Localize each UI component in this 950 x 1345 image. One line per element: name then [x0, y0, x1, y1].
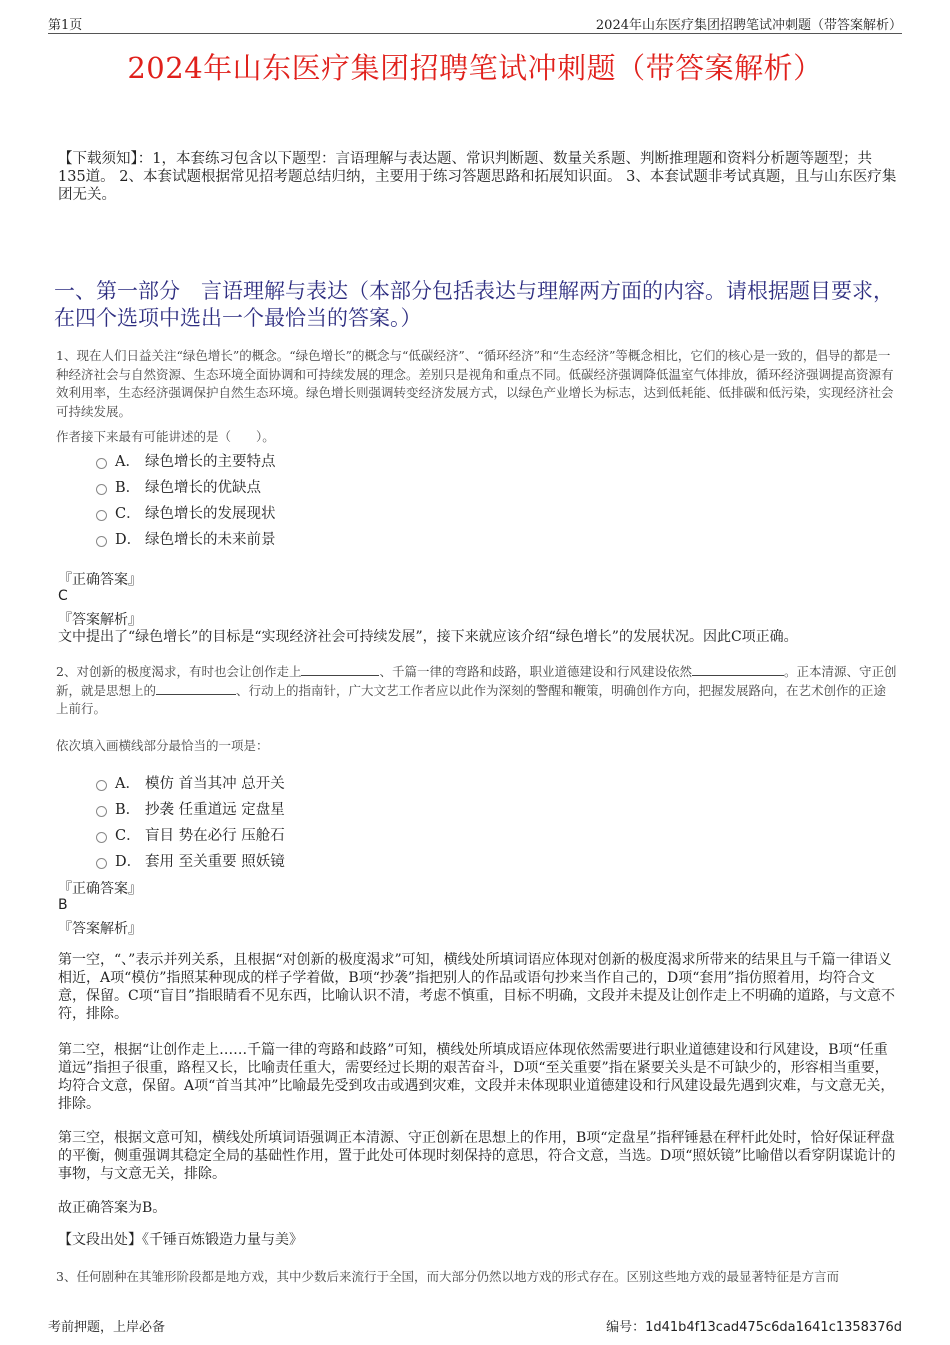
q1-option-d[interactable] — [96, 528, 276, 549]
radio-icon[interactable] — [96, 858, 107, 869]
question-2-stem — [56, 663, 898, 719]
option-letter: C． — [115, 828, 141, 844]
q1-answer: C — [58, 588, 68, 604]
header-divider — [48, 33, 902, 34]
stem-text: 2、对创新的极度渴求，有时也会让创作走上 — [56, 664, 302, 679]
option-letter: C． — [115, 506, 141, 522]
option-text: 绿色增长的发展现状 — [145, 506, 276, 522]
q2-analysis-para-2: 第二空，根据“让创作走上……千篇一律的弯路和歧路”可知，横线处所填成语应体现依然需要进行职业道德建设和行风建设，B项“任重道远”指担子很重，路程又长，比喻责任重大，需要经过长期的艰苦奋斗，D项“至关重要”指在紧要关头是不可缺少的，形容相当重要，均符合文意，保留。A项“首当其冲”比喻最先受到攻击或遇到灾难，文段并未体现职业道德建设和行风建设最先遇到灾难，与文意无关，排除。 — [58, 1042, 895, 1112]
stem-text: 。正本清源、守正创新，就是思想上的 — [56, 664, 897, 698]
q2-analysis-para-1: 第一空，“、”表示并列关系，且根据“对创新的极度渴求”可知，横线处所填词语应体现对创新的极度渴求所带来的结果且与千篇一律语义相近，A项“模仿”指照某种现成的样子学着做，B项“抄袭”指把别人的作品或语句抄来当作自己的，D项“套用”指仿照着用，均符合文意，保留。C项“盲目”指眼睛看不见东西，比喻认识不清，考虑不慎重，目标不明确，文段并未提及让创作走上不明确的道路，与文意不符，排除。 — [58, 952, 896, 1022]
option-text: 模仿 首当其冲 总开关 — [145, 776, 285, 792]
option-letter: A． — [115, 776, 140, 792]
option-text: 套用 至关重要 照妖镜 — [145, 854, 285, 870]
option-text: 绿色增长的主要特点 — [145, 454, 276, 470]
option-text: 绿色增长的优缺点 — [145, 480, 261, 496]
q1-option-c[interactable] — [96, 502, 276, 523]
radio-icon[interactable] — [96, 806, 107, 817]
option-letter: A． — [115, 454, 140, 470]
radio-icon[interactable] — [96, 484, 107, 495]
code-value: 1d41b4f13cad475c6da1641c1358376d — [645, 1320, 902, 1335]
q2-option-d[interactable] — [96, 850, 285, 871]
option-letter: D． — [115, 532, 142, 548]
q2-analysis-label: 『答案解析』 — [58, 921, 142, 937]
question-1-ask: 作者接下来最有可能讲述的是（ ）。 — [56, 429, 275, 444]
q2-option-a[interactable] — [96, 772, 285, 793]
footer-slogan: 考前押题，上岸必备 — [48, 1320, 166, 1335]
q2-answer-label: 『正确答案』 — [58, 881, 142, 897]
radio-icon[interactable] — [96, 510, 107, 521]
option-text: 抄袭 任重道远 定盘星 — [145, 802, 285, 818]
q2-option-b[interactable] — [96, 798, 285, 819]
option-text: 绿色增长的未来前景 — [145, 532, 276, 548]
code-label: 编号： — [606, 1320, 646, 1335]
q2-source: 【文段出处】《千锤百炼锻造力量与美》 — [58, 1232, 303, 1248]
question-1-stem: 1、现在人们日益关注“绿色增长”的概念。“绿色增长”的概念与“低碳经济”、“循环经济”和“生态经济”等概念相比，它们的核心是一致的，倡导的都是一种经济社会与自然资源、生态环境全面协调和可持续发展的理念。差别只是视角和重点不同。低碳经济强调降低温室气体排放，循环经济强调提高资源有效利用率，生态经济强调保护自然生态环境。绿色增长则强调转变经济发展方式，以绿色产业增长为标志，达到低耗能、低排碳和低污染，实现经济社会可持续发展。 — [56, 348, 894, 419]
q1-answer-label: 『正确答案』 — [58, 572, 142, 588]
radio-icon[interactable] — [96, 780, 107, 791]
stem-text: 、千篇一律的弯路和歧路，职业道德建设和行风建设依然 — [379, 664, 692, 679]
option-letter: B． — [115, 480, 141, 496]
radio-icon[interactable] — [96, 536, 107, 547]
question-2-ask: 依次填入画横线部分最恰当的一项是： — [56, 738, 269, 753]
section-heading: 一、第一部分 言语理解与表达（本部分包括表达与理解两方面的内容。请根据题目要求，在四个选项中选出一个最恰当的答案。） — [54, 279, 894, 330]
running-title: 2024年山东医疗集团招聘笔试冲刺题（带答案解析） — [595, 18, 902, 33]
q1-option-a[interactable] — [96, 450, 276, 471]
option-letter: D． — [115, 854, 142, 870]
fill-blank — [156, 682, 236, 695]
fill-blank — [301, 663, 379, 676]
q1-option-b[interactable] — [96, 476, 261, 497]
question-3-stem: 3、任何剧种在其雏形阶段都是地方戏，其中少数后来流行于全国，而大部分仍然以地方戏的形式存在。区别这些地方戏的最显著特征是方言而 — [56, 1269, 839, 1284]
q2-answer: B — [58, 897, 68, 913]
q2-conclusion: 故正确答案为B。 — [58, 1200, 167, 1216]
q2-option-c[interactable] — [96, 824, 285, 845]
option-letter: B． — [115, 802, 141, 818]
fill-blank — [692, 663, 784, 676]
footer-code — [606, 1316, 902, 1335]
radio-icon[interactable] — [96, 832, 107, 843]
stem-text: 、行动上的指南针，广大文艺工作者应以此作为深刻的警醒和鞭策，明确创作方向，把握发展路向，在艺术创作的正途上前行。 — [56, 682, 887, 716]
q2-analysis-para-3: 第三空，根据文意可知，横线处所填词语强调正本清源、守正创新在思想上的作用，B项“定盘星”指秤锤悬在秤杆此处时，恰好保证秤盘的平衡，侧重强调其稳定全局的基础性作用，置于此处可体现时刻保持的意思，符合文意，当选。D项“照妖镜”比喻借以看穿阴谋诡计的事物，与文意无关，排除。 — [58, 1130, 896, 1182]
download-notice: 【下载须知】：1，本套练习包含以下题型：言语理解与表达题、常识判断题、数量关系题、判断推理题和资料分析题等题型；共135道。 2、本套试题根据常见招考题总结归纳，主要用于练习答题思路和拓展知识面。 3、本套试题非考试真题，且与山东医疗集团无关。 — [58, 151, 897, 203]
q1-analysis: 文中提出了“绿色增长”的目标是“实现经济社会可持续发展”，接下来就应该介绍“绿色增长”的发展状况。因此C项正确。 — [58, 629, 798, 645]
option-text: 盲目 势在必行 压舱石 — [145, 828, 285, 844]
document-title: 2024年山东医疗集团招聘笔试冲刺题（带答案解析） — [127, 51, 823, 85]
radio-icon[interactable] — [96, 458, 107, 469]
q1-analysis-label: 『答案解析』 — [58, 612, 142, 628]
page-number: 第1页 — [48, 18, 83, 33]
